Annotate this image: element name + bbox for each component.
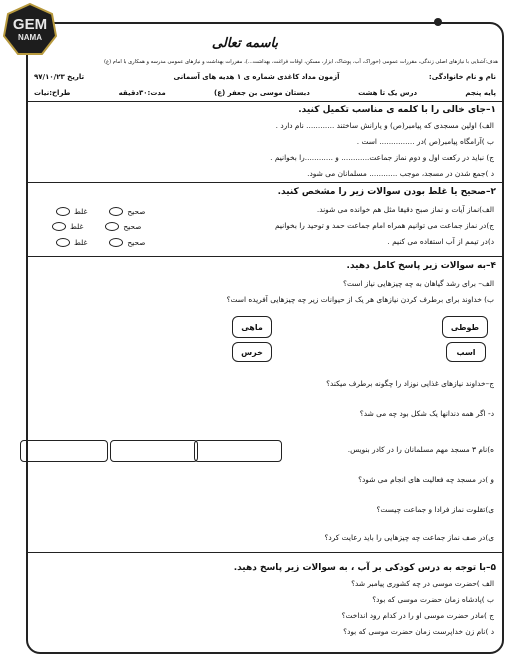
header-note: هدف:آشنایی با نیازهای اصلی زندگی، مقررات عمومی (خوراک، آب، پوشاک، ابزار، مسکن، اوقات فراغت، بهداشت...)، مقررات بهداشت و نیازهای عمومی مدرسه و همکاری با امام (ع) (104, 59, 498, 65)
section-4-item-g: ی)تقلوت نماز فرادا و جماعت چیست؟ (376, 505, 494, 514)
section-divider (28, 182, 502, 183)
false-option[interactable] (56, 207, 70, 216)
animal-box: اسب (446, 342, 486, 362)
school-label: دبستان موسی بن جعفر (ع) (214, 89, 310, 97)
section-4-item-h: ی)در صف نماز جماعت چه چیزهایی را باید رعایت کرد؟ (324, 533, 494, 542)
gem-nama-logo (2, 2, 58, 58)
section-5-item-d: د )نام زن خداپرست زمان حضرت موسی که بود؟ (343, 627, 494, 636)
section-divider (28, 256, 502, 257)
animal-box: خرس (232, 342, 272, 362)
section-1-title: ۱–جای خالی را با کلمه ی مناسب تکمیل کنید. (298, 105, 496, 115)
exam-label: آزمون مداد کاغذی شماره ی ۱ هدیه های آسمانی (173, 73, 340, 81)
true-option[interactable] (105, 222, 119, 231)
section-4-item-f: و )در مسجد چه فعالیت های انجام می شود؟ (358, 475, 494, 484)
section-2-item-d: د)در تیمم از آب استفاده می کنیم . (387, 237, 494, 246)
designer-label: طراح:نیات (34, 89, 71, 97)
logo-line2: NAMA (18, 33, 42, 42)
header-row-2 (34, 88, 496, 98)
false-option[interactable] (52, 222, 66, 231)
section-5-item-a: الف )حضرت موسی در چه کشوری پیامبر شد؟ (351, 579, 494, 588)
section-1-item-d: د )جمع شدن در مسجد، موجب ............ مسلمانان می شود. (307, 169, 494, 178)
animal-box: طوطی (442, 316, 488, 338)
section-4-item-a: الف– برای رشد گیاهان به چه چیزهایی نیاز است؟ (343, 279, 494, 288)
section-2-item-c: ج)در نماز جماعت می توانیم همراه امام جماعت حمد و توحید را بخوانیم (274, 221, 494, 230)
basmala-heading: باسمه تعالی (211, 36, 279, 51)
lesson-label: درس یک تا هشت (358, 89, 418, 97)
false-option[interactable] (56, 238, 70, 247)
animal-box: ماهی (232, 316, 272, 338)
section-4-item-b: ب) خداوند برای برطرف کردن نیازهای هر یک از حیوانات زیر چه چیزهایی آفریده است؟ (226, 295, 494, 304)
true-false-choice-row (56, 237, 145, 248)
false-label: غلط (74, 207, 88, 216)
section-1-item-a: الف) اولین مسجدی که پیامبر(ص) و یارانش ساختند ............ نام دارد . (275, 121, 494, 130)
section-2-title: ۲–صحیح یا غلط بودن سوالات زیر را مشخص کنید. (277, 187, 496, 197)
grade-label: پایه پنجم (465, 89, 496, 97)
true-label: صحیح (123, 222, 142, 231)
true-false-choice-row (56, 206, 145, 217)
section-4-item-e: ه)نام ۳ مسجد مهم مسلمانان را در کادر بنویس. (347, 445, 494, 454)
section-5-item-c: ج )مادر حضرت موسی او را در کدام رود انداخت؟ (341, 611, 494, 620)
mosque-answer-box[interactable] (20, 440, 108, 462)
mosque-answer-box[interactable] (194, 440, 282, 462)
name-label: نام و نام خانوادگی: (428, 73, 496, 81)
true-option[interactable] (109, 207, 123, 216)
date-label: تاریخ ۹۷/۱۰/۲۳ (34, 73, 85, 81)
true-option[interactable] (109, 238, 123, 247)
section-4-title: ۴–به سوالات زیر پاسخ کامل دهید. (346, 261, 496, 271)
mosque-answer-box[interactable] (110, 440, 198, 462)
section-1-item-c: ج) نباید در رکعت اول و دوم نماز جماعت............ و ............را بخوانیم . (270, 153, 494, 162)
section-2-item-a: الف)نماز آیات و نماز صبح دقیقا مثل هم خوانده می شوند. (316, 205, 494, 214)
true-false-choice-row (52, 221, 141, 232)
false-label: غلط (74, 238, 88, 247)
section-divider (28, 101, 502, 102)
exam-sheet-frame (26, 22, 504, 654)
true-label: صحیح (127, 207, 146, 216)
logo-line1: GEM (12, 16, 48, 33)
true-label: صحیح (127, 238, 146, 247)
binder-hole-icon (434, 18, 442, 26)
section-divider (28, 552, 502, 553)
false-label: غلط (70, 222, 84, 231)
section-5-item-b: ب )پادشاه زمان حضرت موسی که بود؟ (372, 595, 494, 604)
header-row-1 (34, 72, 496, 82)
section-4-item-c: ج–خداوند نیازهای غذایی نوزاد را چگونه برطرف میکند؟ (326, 379, 494, 388)
section-5-title: ۵–با توجه به درس کودکی بر آب ، به سوالات زیر پاسخ دهید. (233, 563, 496, 573)
section-1-item-b: ب )آرامگاه پیامبر(ص )در ............... است . (356, 137, 494, 146)
time-label: مدت:۳۰دقیقه (118, 89, 166, 97)
section-4-item-d: د- اگر همه دندانها یک شکل بود چه می شد؟ (359, 409, 494, 418)
